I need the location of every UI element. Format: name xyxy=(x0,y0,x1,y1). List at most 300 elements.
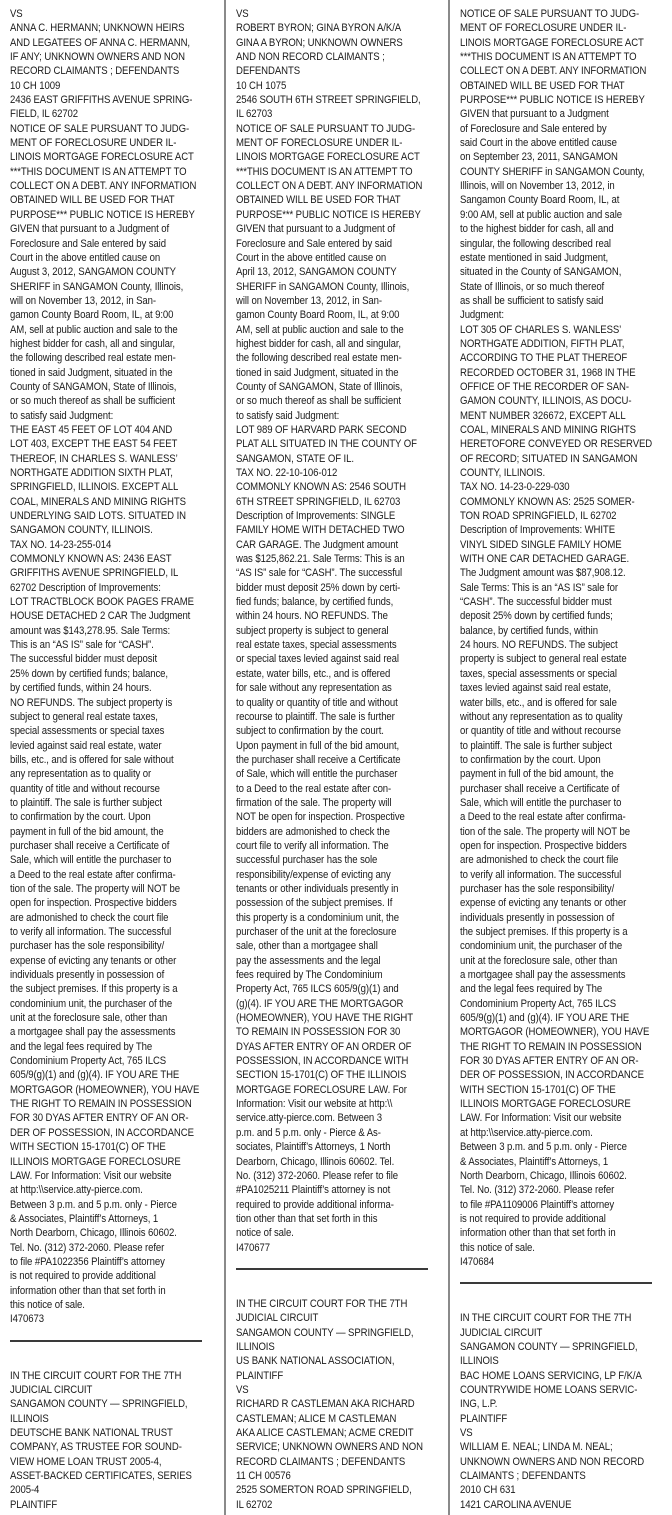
news-column-3 xyxy=(448,0,672,1515)
text-line: PURPOSE*** PUBLIC NOTICE IS HEREBY xyxy=(460,94,645,107)
text-line: RECORD CLAIMANTS ; DEFENDANTS xyxy=(236,1455,406,1468)
text-line: PLAT ALL SITUATED IN THE COUNTY OF xyxy=(236,438,417,451)
text-line: CLAIMANTS ; DEFENDANTS xyxy=(460,1470,586,1483)
text-line: OBTAINED WILL BE USED FOR THAT xyxy=(10,194,175,207)
text-line: 6TH STREET SPRINGFIELD, IL 62703 xyxy=(236,495,401,508)
text-line: condominium unit, the purchaser of the xyxy=(460,940,623,953)
text-line: & Associates, Plaintiff’s Attorneys, 1 xyxy=(10,1212,159,1225)
text-line: GRIFFITHS AVENUE SPRINGFIELD, IL xyxy=(10,567,179,580)
text-line: by certified funds, within 24 hours. xyxy=(10,682,152,695)
text-line: COLLECT ON A DEBT. ANY INFORMATION xyxy=(236,180,423,193)
text-line: SERVICE; UNKNOWN OWNERS AND NON xyxy=(236,1441,423,1454)
text-line: FOR 30 DYAS AFTER ENTRY OF AN OR- xyxy=(460,1055,639,1068)
text-line: SANGAMON COUNTY — SPRINGFIELD, xyxy=(10,1398,188,1411)
text-line: of Foreclosure and Sale entered by xyxy=(460,122,607,135)
notice-separator xyxy=(10,1327,219,1369)
text-line: LINOIS MORTGAGE FORECLOSURE ACT xyxy=(460,36,644,49)
text-line: purchaser has the sole responsibility/ xyxy=(460,882,615,895)
text-line: to satisfy said Judgment: xyxy=(236,409,340,422)
text-line: JUDICIAL CIRCUIT xyxy=(460,1326,543,1339)
text-line: responsibility/expense of evicting any xyxy=(236,868,391,881)
text-line: JUDICIAL CIRCUIT xyxy=(236,1312,319,1325)
text-line: THE EAST 45 FEET OF LOT 404 AND xyxy=(10,423,173,436)
text-line: tioned in said Judgment, situated in the xyxy=(10,366,173,379)
text-line: County of SANGAMON, State of Illinois, xyxy=(10,380,177,393)
text-line: purchaser has the sole responsibility/ xyxy=(10,940,165,953)
text-line: TAX NO. 14-23-255-014 xyxy=(10,538,112,551)
text-line: RECORDED OCTOBER 31, 1968 IN THE xyxy=(460,366,636,379)
text-line: GIVEN that pursuant to a Judgment of xyxy=(236,223,396,236)
text-line: I470684 xyxy=(460,1255,494,1268)
text-line: purchaser shall receive a Certificate of xyxy=(460,782,620,795)
text-line: GIVEN that pursuant to a Judgment xyxy=(460,108,609,121)
text-line: or so much thereof as shall be sufficient xyxy=(10,395,175,408)
text-line: COUNTRYWIDE HOME LOANS SERVIC- xyxy=(460,1383,638,1396)
text-line: information other than that set forth in xyxy=(460,1227,616,1240)
text-line: 2546 SOUTH 6TH STREET SPRINGFIELD, xyxy=(236,94,421,107)
text-line: SANGAMON COUNTY, ILLINOIS. xyxy=(10,524,153,537)
text-line: No. (312) 372-2060. Please refer to file xyxy=(236,1169,398,1182)
text-line: DEFENDANTS xyxy=(236,65,300,78)
text-line: this notice of sale. xyxy=(460,1241,535,1254)
text-line: any representation as to quality or xyxy=(10,768,152,781)
text-line: real estate taxes, special assessments xyxy=(236,639,397,652)
text-line: ROBERT BYRON; GINA BYRON A/K/A xyxy=(236,22,402,35)
text-line: on September 23, 2011, SANGAMON xyxy=(460,151,618,164)
text-line: ANNA C. HERMANN; UNKNOWN HEIRS xyxy=(10,22,185,35)
text-line: TO REMAIN IN POSSESSION FOR 30 xyxy=(236,1026,401,1039)
text-line: DER OF POSSESSION, IN ACCORDANCE xyxy=(460,1069,644,1082)
text-line: or so much thereof as shall be sufficient xyxy=(236,395,401,408)
text-line: VS xyxy=(460,1427,473,1439)
text-line: 11 CH 00576 xyxy=(236,1470,291,1483)
text-line: The Judgment amount was $87,908.12. xyxy=(460,567,626,580)
text-line: JUDICIAL CIRCUIT xyxy=(10,1383,93,1396)
text-line: quantity of title and without recourse xyxy=(10,782,160,795)
text-line: bidder must deposit 25% down by certi- xyxy=(236,581,401,594)
text-line: FAMILY HOME WITH DETACHED TWO xyxy=(236,524,405,537)
text-line: 605/9(g)(1) and (g)(4). IF YOU ARE THE xyxy=(460,1012,630,1025)
text-line: AND LEGATEES OF ANNA C. HERMANN, xyxy=(10,36,190,49)
text-line: Sangamon County Board Room, IL, at xyxy=(460,194,620,207)
text-line: at http:\\service.atty-pierce.com. xyxy=(460,1126,593,1139)
text-line: VIEW HOME LOAN TRUST 2005-4, xyxy=(10,1455,162,1468)
text-line: 62702 Description of Improvements: xyxy=(10,581,161,594)
text-line: Judgment: xyxy=(460,309,504,322)
text-line: SANGAMON COUNTY — SPRINGFIELD, xyxy=(460,1340,638,1353)
text-line: to file #PA1109006 Plaintiff’s attorney xyxy=(460,1198,615,1211)
text-line: special assessments or special taxes xyxy=(10,725,165,738)
text-line: Condominium Property Act, 765 ILCS xyxy=(460,997,617,1010)
text-line: notice of sale. xyxy=(236,1227,294,1240)
text-line: Illinois, will on November 13, 2012, in xyxy=(460,180,615,193)
text-line: PLAINTIFF xyxy=(236,1369,284,1382)
text-line: without any representation as to quality xyxy=(460,710,623,723)
text-line: Court in the above entitled cause on xyxy=(236,251,387,264)
text-line: highest bidder for cash, all and singular, xyxy=(10,337,176,350)
text-line: court file to verify all information. The xyxy=(236,839,389,852)
text-line: NOTICE OF SALE PURSUANT TO JUDG- xyxy=(10,122,190,135)
text-line: open for inspection. Prospective bidders xyxy=(460,839,627,852)
text-line: WITH ONE CAR DETACHED GARAGE. xyxy=(460,553,630,566)
text-line: PURPOSE*** PUBLIC NOTICE IS HEREBY xyxy=(10,208,195,221)
text-line: successful purchaser has the sole xyxy=(236,854,378,867)
text-line: ILLINOIS MORTGAGE FORECLOSURE xyxy=(10,1155,181,1168)
text-line: to plaintiff. The sale is further subject xyxy=(10,796,162,809)
text-line: LOT 403, EXCEPT THE EAST 54 FEET xyxy=(10,438,178,451)
text-line: “AS IS” sale for “CASH”. The successful xyxy=(236,567,403,580)
separator-rule xyxy=(460,1282,652,1284)
text-line: Property Act, 765 ILCS 605/9(g)(1) and xyxy=(236,983,399,996)
text-line: deposit 25% down by certified funds; xyxy=(460,610,613,623)
text-line: LINOIS MORTGAGE FORECLOSURE ACT xyxy=(10,151,194,164)
notice-separator xyxy=(460,1269,667,1311)
text-line: GAMON COUNTY, ILLINOIS, AS DOCU- xyxy=(460,395,632,408)
text-line: to confirmation by the court. Upon xyxy=(460,753,601,766)
text-line: Sale, which will entitle the purchaser to xyxy=(460,796,622,809)
text-line: highest bidder for cash, all and singular, xyxy=(236,337,402,350)
text-line: ACCORDING TO THE PLAT THEREOF xyxy=(460,352,628,365)
text-line: the subject premises. If this property is a xyxy=(460,926,628,938)
text-line: bills, etc., and is offered for sale without xyxy=(10,753,174,766)
text-line: the subject premises. If this property is a xyxy=(10,983,178,996)
text-line: Sale, which will entitle the purchaser to xyxy=(10,854,172,867)
text-line: TON ROAD SPRINGFIELD, IL 62702 xyxy=(460,510,617,523)
text-line: for sale without any representation as xyxy=(236,682,392,695)
text-line: subject to general real estate taxes, xyxy=(10,710,158,723)
text-line: expense of evicting any tenants or other xyxy=(460,897,627,910)
text-line: (g)(4). IF YOU ARE THE MORTGAGOR xyxy=(236,997,404,1010)
text-line: TAX NO. 22-10-106-012 xyxy=(236,467,338,479)
text-line: unit at the foreclosure sale, other than xyxy=(460,954,618,967)
text-line: OFFICE OF THE RECORDER OF SAN- xyxy=(460,380,629,393)
text-line: “CASH”. The successful bidder must xyxy=(460,596,612,609)
text-line: Description of Improvements: WHITE xyxy=(460,524,615,537)
text-line: to quality or quantity of title and without xyxy=(236,696,398,709)
text-line: to plaintiff. The sale is further subject xyxy=(460,739,612,752)
text-line: or quantity of title and without recourse xyxy=(460,725,621,738)
text-line: US BANK NATIONAL ASSOCIATION, xyxy=(236,1355,395,1368)
text-line: ILLINOIS xyxy=(460,1355,499,1368)
text-line: MENT OF FORECLOSURE UNDER IL- xyxy=(236,137,403,150)
separator-rule xyxy=(236,1268,428,1270)
text-line: to file #PA1022356 Plaintiff’s attorney xyxy=(10,1255,165,1268)
text-line: required to provide additional informa- xyxy=(236,1198,394,1211)
text-line: 1421 CAROLINA AVENUE xyxy=(460,1498,572,1511)
text-line: to confirmation by the court. Upon xyxy=(10,811,151,824)
text-line: service.atty-pierce.com. Between 3 xyxy=(236,1112,382,1125)
text-line: a Deed to the real estate after confirma- xyxy=(460,811,626,824)
text-line: VINYL SIDED SINGLE FAMILY HOME xyxy=(460,538,622,551)
text-line: LAW. For Information: Visit our website xyxy=(460,1112,622,1125)
text-line: CAR GARAGE. The Judgment amount xyxy=(236,538,399,551)
text-line: PLAINTIFF xyxy=(10,1498,58,1511)
text-line: tion other than that set forth in this xyxy=(236,1212,378,1225)
text-line: gamon County Board Room, IL, at 9:00 xyxy=(236,309,400,322)
text-line: COMMONLY KNOWN AS: 2525 SOMER- xyxy=(460,495,635,508)
text-line: OF RECORD; SITUATED IN SANGAMON xyxy=(460,452,638,465)
text-line: taxes, special assessments or special xyxy=(460,667,617,680)
text-line: AND NON RECORD CLAIMANTS ; xyxy=(236,51,385,64)
text-line: SANGAMON COUNTY — SPRINGFIELD, xyxy=(236,1326,414,1339)
text-line: IF ANY; UNKNOWN OWNERS AND NON xyxy=(10,51,185,64)
text-line: WITH SECTION 15-1701(C) OF THE xyxy=(10,1141,166,1154)
text-line: MORTGAGE FORECLOSURE LAW. For xyxy=(236,1083,407,1096)
text-line: Description of Improvements: SINGLE xyxy=(236,510,396,523)
text-line: of Sale, which will entitle the purchaser xyxy=(236,768,398,781)
text-line: COMMONLY KNOWN AS: 2436 EAST xyxy=(10,553,172,566)
text-line: 2525 SOMERTON ROAD SPRINGFIELD, xyxy=(236,1484,412,1497)
text-line: BAC HOME LOANS SERVICING, LP F/K/A xyxy=(460,1369,642,1382)
text-line: expense of evicting any tenants or other xyxy=(10,954,177,967)
text-line: County of SANGAMON, State of Illinois, xyxy=(236,380,403,393)
text-line: THEREOF, IN CHARLES S. WANLESS’ xyxy=(10,452,178,465)
text-line: TAX NO. 14-23-0-229-030 xyxy=(460,481,570,494)
text-line: NO REFUNDS. The subject property is xyxy=(10,696,173,709)
text-line: HOUSE DETACHED 2 CAR The Judgment xyxy=(10,610,191,623)
text-line: amount was $143,278.95. Sale Terms: xyxy=(10,624,171,637)
text-line: LOT 989 OF HARVARD PARK SECOND xyxy=(236,423,407,436)
text-line: purchaser shall receive a Certificate of xyxy=(10,839,170,852)
text-line: RICHARD R CASTLEMAN AKA RICHARD xyxy=(236,1398,415,1411)
text-line: payment in full of the bid amount, the xyxy=(10,825,164,838)
text-line: COUNTY SHERIFF in SANGAMON County, xyxy=(460,165,645,178)
news-column-1 xyxy=(0,0,224,1515)
text-line: a Deed to the real estate after confirma- xyxy=(10,868,176,881)
text-line: 10 CH 1075 xyxy=(236,79,287,92)
text-line: balance, by certified funds, within xyxy=(460,624,598,637)
text-line: ILLINOIS xyxy=(236,1340,275,1353)
text-line: AM, sell at public auction and sale to the xyxy=(10,323,178,336)
separator-rule xyxy=(10,1340,202,1342)
text-line: State of Illinois, or so much thereof xyxy=(460,280,605,293)
text-line: This is an “AS IS” sale for “CASH”. xyxy=(10,639,154,652)
text-line: payment in full of the bid amount, the xyxy=(460,768,614,781)
text-line: pay the assessments and the legal xyxy=(236,954,381,967)
notice-separator xyxy=(236,1255,443,1297)
text-line: COUNTY, ILLINOIS. xyxy=(460,467,546,479)
text-line: MORTGAGOR (HOMEOWNER), YOU HAVE xyxy=(10,1083,200,1096)
text-line: is not required to provide additional xyxy=(460,1212,606,1225)
text-line: OBTAINED WILL BE USED FOR THAT xyxy=(236,194,401,207)
text-line: North Dearborn, Chicago, Illinois 60602. xyxy=(10,1227,177,1240)
text-line: Court in the above entitled cause on xyxy=(10,251,161,264)
text-line: at http:\\service.atty-pierce.com. xyxy=(10,1184,143,1197)
text-line: 10 CH 1009 xyxy=(10,79,61,92)
text-line: gamon County Board Room, IL, at 9:00 xyxy=(10,309,174,322)
text-line: fees required by The Condominium xyxy=(236,969,383,982)
text-line: Between 3 p.m. and 5 p.m. only - Pierce xyxy=(10,1198,177,1211)
text-line: Condominium Property Act, 765 ILCS xyxy=(10,1055,167,1068)
text-line: this property is a condominium unit, the xyxy=(236,911,400,924)
text-line: MENT OF FORECLOSURE UNDER IL- xyxy=(10,137,177,150)
text-line: to a Deed to the real estate after con- xyxy=(236,782,392,795)
text-line: GIVEN that pursuant to a Judgment of xyxy=(10,223,170,236)
text-line: 24 hours. NO REFUNDS. The subject xyxy=(460,639,618,652)
text-line: ***THIS DOCUMENT IS AN ATTEMPT TO xyxy=(10,165,187,178)
text-line: NORTHGATE ADDITION, FIFTH PLAT, xyxy=(460,337,625,350)
text-line: MORTGAGOR (HOMEOWNER), YOU HAVE xyxy=(460,1026,650,1039)
text-line: property is subject to general real estate xyxy=(460,653,627,666)
text-line: Tel. No. (312) 372-2060. Please refer xyxy=(460,1184,615,1197)
text-line: 2010 CH 631 xyxy=(460,1484,516,1497)
text-line: ILLINOIS xyxy=(10,1412,49,1425)
text-line: singular, the following described real xyxy=(460,237,611,250)
text-line: LAW. For Information: Visit our website xyxy=(10,1169,172,1182)
text-line: Dearborn, Chicago, Illinois 60602. Tel. xyxy=(236,1155,395,1168)
text-line: condominium unit, the purchaser of the xyxy=(10,997,173,1010)
text-line: Tel. No. (312) 372-2060. Please refer xyxy=(10,1241,165,1254)
text-line: recourse to plaintiff. The sale is further xyxy=(236,710,395,723)
text-line: LOT TRACTBLOCK BOOK PAGES FRAME xyxy=(10,596,194,609)
text-line: and the legal fees required by The xyxy=(10,1040,153,1053)
text-line: taxes levied against said real estate, xyxy=(460,682,611,695)
text-line: 2005-4 xyxy=(10,1484,40,1497)
text-line: open for inspection. Prospective bidders xyxy=(10,897,177,910)
text-line: ING, L.P. xyxy=(460,1398,498,1411)
text-line: COLLECT ON A DEBT. ANY INFORMATION xyxy=(460,65,647,78)
text-line: I470673 xyxy=(10,1313,44,1326)
text-line: was $125,862.21. Sale Terms: This is an xyxy=(236,553,405,566)
text-line: is not required to provide additional xyxy=(10,1270,156,1283)
text-line: PLAINTIFF xyxy=(460,1412,508,1425)
text-line: FIELD, IL 62702 xyxy=(10,108,79,121)
text-line: THE RIGHT TO REMAIN IN POSSESSION xyxy=(10,1098,192,1111)
text-line: COAL, MINERALS AND MINING RIGHTS xyxy=(460,423,636,436)
text-line: estate mentioned in said Judgment, xyxy=(460,251,609,264)
text-line: will on November 13, 2012, in San- xyxy=(10,294,156,307)
text-line: VS xyxy=(236,8,249,20)
text-line: will on November 13, 2012, in San- xyxy=(236,294,382,307)
text-line: 2436 EAST GRIFFITHS AVENUE SPRING- xyxy=(10,94,193,107)
text-line: possession of the subject premises. If xyxy=(236,897,393,910)
text-line: water bills, etc., and is offered for sale xyxy=(460,696,617,709)
text-line: WILLIAM E. NEAL; LINDA M. NEAL; xyxy=(460,1441,613,1454)
text-line: subject property is subject to general xyxy=(236,624,389,637)
text-line: unit at the foreclosure sale, other than xyxy=(10,1012,168,1025)
text-line: UNDERLYING SAID LOTS. SITUATED IN xyxy=(10,510,186,523)
text-line: & Associates, Plaintiff’s Attorneys, 1 xyxy=(460,1155,609,1168)
news-column-2 xyxy=(224,0,448,1515)
text-line: DEUTSCHE BANK NATIONAL TRUST xyxy=(10,1427,173,1439)
text-line: THE RIGHT TO REMAIN IN POSSESSION xyxy=(460,1040,642,1053)
text-line: purchaser of the unit at the foreclosure xyxy=(236,926,397,938)
text-line: tioned in said Judgment, situated in the xyxy=(236,366,399,379)
text-line: IL 62702 xyxy=(236,1498,273,1511)
text-line: Foreclosure and Sale entered by said xyxy=(10,237,166,250)
text-line: NORTHGATE ADDITION SIXTH PLAT, xyxy=(10,467,173,479)
text-line: IN THE CIRCUIT COURT FOR THE 7TH xyxy=(236,1297,408,1310)
text-line: Upon payment in full of the bid amount, xyxy=(236,739,400,752)
text-line: SANGAMON, STATE OF IL. xyxy=(236,452,354,465)
text-line: Sale Terms: This is an “AS IS” sale for xyxy=(460,581,618,594)
text-line: COMPANY, AS TRUSTEE FOR SOUND- xyxy=(10,1441,182,1454)
text-line: SECTION 15-1701(C) OF THE ILLINOIS xyxy=(236,1069,407,1082)
text-line: The successful bidder must deposit xyxy=(10,653,158,666)
text-line: information other than that set forth in xyxy=(10,1284,166,1297)
text-line: FOR 30 DYAS AFTER ENTRY OF AN OR- xyxy=(10,1112,189,1125)
text-line: ILLINOIS MORTGAGE FORECLOSURE xyxy=(460,1098,631,1111)
text-line: subject to confirmation by the court. xyxy=(236,725,384,738)
text-line: or special taxes levied against said real xyxy=(236,653,399,666)
text-line: situated in the County of SANGAMON, xyxy=(460,266,622,279)
text-line: estate, water bills, etc., and is offered xyxy=(236,667,391,680)
text-line: DER OF POSSESSION, IN ACCORDANCE xyxy=(10,1126,194,1139)
text-line: SPRINGFIELD, ILLINOIS. EXCEPT ALL xyxy=(10,481,179,494)
text-line: to the highest bidder for cash, all and xyxy=(460,223,614,236)
text-line: IN THE CIRCUIT COURT FOR THE 7TH xyxy=(460,1312,632,1325)
text-line: said Court in the above entitled cause xyxy=(460,137,617,150)
text-line: IN THE CIRCUIT COURT FOR THE 7TH xyxy=(10,1369,182,1382)
text-line: the purchaser shall receive a Certificate xyxy=(236,753,401,766)
text-line: (HOMEOWNER), YOU HAVE THE RIGHT xyxy=(236,1012,414,1025)
text-line: Information: Visit our website at http:\\ xyxy=(236,1098,393,1111)
text-line: ***THIS DOCUMENT IS AN ATTEMPT TO xyxy=(460,51,637,64)
text-line: individuals presently in possession of xyxy=(10,969,165,982)
text-line: SHERIFF in SANGAMON County, Illinois, xyxy=(236,280,410,293)
text-line: the following described real estate men- xyxy=(10,352,176,365)
text-line: bidders are admonished to check the xyxy=(236,825,390,838)
text-line: tion of the sale. The property will NOT be xyxy=(460,825,630,838)
text-line: Between 3 p.m. and 5 p.m. only - Pierce xyxy=(460,1141,627,1154)
text-line: COMMONLY KNOWN AS: 2546 SOUTH xyxy=(236,481,406,494)
text-line: are admonished to check the court file xyxy=(460,854,619,867)
text-line: MENT NUMBER 326672, EXCEPT ALL xyxy=(460,409,626,422)
text-line: AKA ALICE CASTLEMAN; ACME CREDIT xyxy=(236,1427,414,1439)
text-line: Foreclosure and Sale entered by said xyxy=(236,237,392,250)
text-line: COLLECT ON A DEBT. ANY INFORMATION xyxy=(10,180,197,193)
text-line: COAL, MINERALS AND MINING RIGHTS xyxy=(10,495,186,508)
text-line: tion of the sale. The property will NOT be xyxy=(10,882,180,895)
text-line: sale, other than a mortgagee shall xyxy=(236,940,378,953)
text-line: as shall be sufficient to satisfy said xyxy=(460,294,604,307)
text-line: ***THIS DOCUMENT IS AN ATTEMPT TO xyxy=(236,165,413,178)
text-line: POSSESSION, IN ACCORDANCE WITH xyxy=(236,1055,409,1068)
text-line: NOTICE OF SALE PURSUANT TO JUDG- xyxy=(460,8,640,20)
text-line: ASSET-BACKED CERTIFICATES, SERIES xyxy=(10,1470,192,1483)
text-line: VS xyxy=(10,8,23,20)
text-line: CASTLEMAN; ALICE M CASTLEMAN xyxy=(236,1412,397,1425)
text-line: North Dearborn, Chicago, Illinois 60602. xyxy=(460,1169,627,1182)
text-line: IL 62703 xyxy=(236,108,273,121)
text-line: I470677 xyxy=(236,1241,270,1254)
text-line: GINA A BYRON; UNKNOWN OWNERS xyxy=(236,36,403,49)
text-line: firmation of the sale. The property will xyxy=(236,796,392,809)
text-line: PURPOSE*** PUBLIC NOTICE IS HEREBY xyxy=(236,208,421,221)
text-line: #PA1025211 Plaintiff’s attorney is not xyxy=(236,1184,391,1197)
text-line: SHERIFF in SANGAMON County, Illinois, xyxy=(10,280,184,293)
text-line: MENT OF FORECLOSURE UNDER IL- xyxy=(460,22,627,35)
text-line: 9:00 AM, sell at public auction and sale xyxy=(460,208,622,221)
text-line: August 3, 2012, SANGAMON COUNTY xyxy=(10,266,176,279)
text-line: a mortgagee shall pay the assessments xyxy=(10,1026,176,1039)
text-line: UNKNOWN OWNERS AND NON RECORD xyxy=(460,1455,645,1468)
text-line: fied funds; balance, by certified funds, xyxy=(236,596,394,609)
text-line: to verify all information. The successful xyxy=(460,868,622,881)
text-line: within 24 hours. NO REFUNDS. The xyxy=(236,610,388,623)
text-line: RECORD CLAIMANTS ; DEFENDANTS xyxy=(10,65,180,78)
text-line: OBTAINED WILL BE USED FOR THAT xyxy=(460,79,625,92)
text-line: HERETOFORE CONVEYED OR RESERVED xyxy=(460,438,653,451)
text-line: a mortgagee shall pay the assessments xyxy=(460,969,626,982)
text-line: individuals presently in possession of xyxy=(460,911,615,924)
text-line: sociates, Plaintiff’s Attorneys, 1 North xyxy=(236,1141,391,1154)
text-line: 25% down by certified funds; balance, xyxy=(10,667,168,680)
text-line: to verify all information. The successful xyxy=(10,926,172,938)
text-line: DYAS AFTER ENTRY OF AN ORDER OF xyxy=(236,1040,412,1053)
text-line: 605/9(g)(1) and (g)(4). IF YOU ARE THE xyxy=(10,1069,180,1082)
text-line: tenants or other individuals presently in xyxy=(236,882,399,895)
